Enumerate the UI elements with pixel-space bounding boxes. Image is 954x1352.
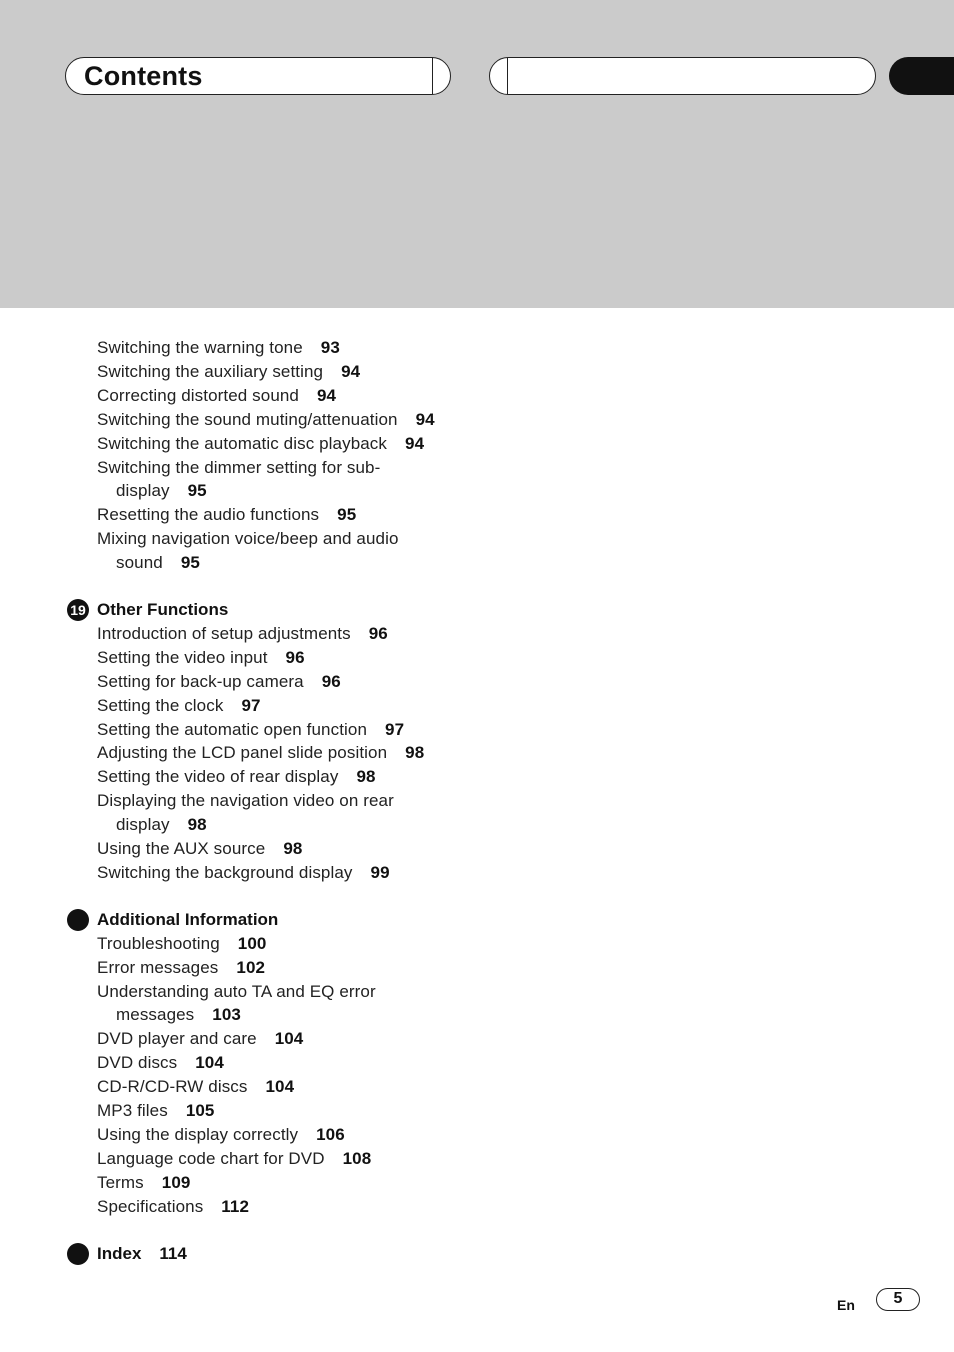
toc-page-number: 94 — [317, 385, 337, 405]
toc-page-number: 109 — [161, 1172, 191, 1192]
page-title: Contents — [84, 61, 203, 91]
header-band — [0, 0, 954, 308]
toc-entry[interactable] — [97, 694, 261, 718]
toc-page-number: 95 — [187, 481, 207, 501]
toc-page-number: 98 — [356, 767, 376, 787]
section-number-badge — [67, 909, 89, 931]
language-label: En — [837, 1297, 855, 1313]
page-number-badge: 5 — [876, 1288, 920, 1311]
toc-entry-continuation[interactable] — [116, 1003, 241, 1027]
toc-entry[interactable] — [97, 1099, 214, 1123]
toc-entry-text: Terms — [97, 1172, 144, 1192]
toc-entry[interactable] — [97, 432, 424, 456]
toc-page-number: 98 — [187, 815, 207, 835]
toc-entry[interactable] — [97, 932, 266, 956]
toc-page-number: 98 — [405, 743, 425, 763]
section-heading[interactable] — [97, 1242, 187, 1266]
toc-page-number: 94 — [415, 409, 435, 429]
section-title: Index — [97, 1243, 142, 1263]
toc-entry-text: Troubleshooting — [97, 933, 220, 953]
toc-entry-text: Using the display correctly — [97, 1124, 299, 1144]
toc-entry[interactable] — [97, 646, 305, 670]
toc-entry-text: Setting the video of rear display — [97, 767, 339, 787]
toc-page-number: 104 — [265, 1077, 295, 1097]
toc-entry[interactable] — [97, 527, 399, 551]
toc-page-number: 93 — [320, 338, 340, 357]
toc-entry-text: MP3 files — [97, 1101, 168, 1120]
toc-entry-text: Language code chart for DVD — [97, 1148, 325, 1168]
toc-entry[interactable] — [97, 837, 302, 861]
toc-entry[interactable] — [97, 1027, 303, 1051]
toc-entry[interactable] — [97, 456, 380, 480]
toc-entry-text: Using the AUX source — [97, 839, 266, 858]
toc-page-number: 95 — [337, 505, 357, 525]
toc-entry[interactable] — [97, 360, 360, 384]
toc-entry-text: sound — [116, 553, 163, 573]
toc-entry[interactable] — [97, 861, 390, 885]
toc-page-number: 96 — [321, 671, 341, 691]
toc-entry[interactable] — [97, 956, 265, 980]
toc-entry[interactable] — [97, 408, 435, 432]
section-frame — [489, 57, 876, 95]
toc-entry-text: Understanding auto TA and EQ error — [97, 981, 376, 1001]
toc-entry-text: Setting the clock — [97, 695, 224, 715]
toc-entry[interactable] — [97, 741, 424, 765]
toc-entry[interactable] — [97, 336, 340, 360]
toc-entry[interactable] — [97, 718, 404, 742]
toc-entry-text: Specifications — [97, 1196, 204, 1216]
toc-entry-text: Resetting the audio functions — [97, 505, 320, 525]
toc-entry[interactable] — [97, 503, 356, 527]
section-title: Additional Information — [97, 909, 279, 929]
toc-page-number: 102 — [236, 957, 266, 977]
toc-page-number: 95 — [180, 553, 200, 573]
toc-entry-text: Switching the auxiliary setting — [97, 361, 324, 381]
toc-entry[interactable] — [97, 980, 376, 1004]
toc-entry-text: display — [116, 481, 170, 501]
toc-entry[interactable] — [97, 384, 336, 408]
toc-entry[interactable] — [97, 1147, 371, 1171]
toc-entry-text: CD-R/CD-RW discs — [97, 1077, 248, 1097]
section-heading[interactable] — [97, 598, 228, 622]
toc-entry-text: Setting the automatic open function — [97, 719, 368, 739]
toc-page-number: 96 — [285, 647, 305, 667]
toc-entry[interactable] — [97, 1195, 249, 1219]
toc-page-number: 103 — [212, 1005, 241, 1025]
toc-entry[interactable] — [97, 622, 388, 646]
toc-entry-continuation[interactable] — [116, 551, 200, 575]
toc-entry-text: Adjusting the LCD panel slide position — [97, 743, 388, 763]
toc-entry[interactable] — [97, 670, 341, 694]
toc-entry-text: Correcting distorted sound — [97, 385, 299, 405]
toc-page-number: 96 — [368, 623, 388, 643]
toc-page-number: 100 — [237, 933, 267, 953]
toc-page-number: 94 — [341, 361, 361, 381]
toc-entry[interactable] — [97, 1171, 190, 1195]
toc-entry-continuation[interactable] — [116, 813, 207, 837]
toc-entry-text: Mixing navigation voice/beep and audio — [97, 529, 399, 549]
toc-page-number: 105 — [185, 1101, 215, 1120]
toc-entry[interactable] — [97, 765, 376, 789]
toc-entry[interactable] — [97, 1051, 224, 1075]
toc-entry-text: Switching the sound muting/attenuation — [97, 409, 398, 429]
section-number-badge — [67, 1243, 89, 1265]
toc-page-number: 98 — [283, 839, 303, 858]
toc-entry-text: display — [116, 815, 170, 835]
toc-entry[interactable] — [97, 789, 394, 813]
toc-entry-text: Switching the warning tone — [97, 338, 303, 357]
toc-entry-text: Switching the automatic disc playback — [97, 433, 388, 453]
toc-page-number: 104 — [274, 1029, 304, 1049]
toc-entry-text: Switching the background display — [97, 862, 353, 882]
section-number-badge: 19 — [67, 599, 89, 621]
toc-page-number: 94 — [405, 433, 425, 453]
toc-page-number: 106 — [316, 1124, 345, 1144]
toc-page-number: 104 — [195, 1053, 224, 1073]
toc-entry[interactable] — [97, 1123, 345, 1147]
toc-entry-text: Displaying the navigation video on rear — [97, 791, 394, 811]
toc-page-number: 97 — [385, 719, 405, 739]
toc-entry-text: Setting for back-up camera — [97, 671, 304, 691]
toc-entry-continuation[interactable] — [116, 479, 207, 503]
toc-entry-text: DVD discs — [97, 1053, 178, 1073]
toc-entry-text: Error messages — [97, 957, 219, 977]
toc-page-number: 97 — [241, 695, 261, 715]
toc-page-number: 108 — [342, 1148, 372, 1168]
toc-entry[interactable] — [97, 1075, 294, 1099]
toc-entry-text: Switching the dimmer setting for sub- — [97, 457, 381, 477]
toc-entry-text: Introduction of setup adjustments — [97, 623, 351, 643]
toc-page-number: 99 — [370, 862, 390, 882]
toc-page-number: 112 — [221, 1196, 250, 1216]
section-tab — [889, 57, 954, 95]
toc-page-number: 114 — [159, 1243, 187, 1263]
section-heading[interactable] — [97, 908, 278, 932]
section-title: Other Functions — [97, 600, 229, 619]
toc-entry-text: messages — [116, 1005, 195, 1025]
toc-entry-text: DVD player and care — [97, 1029, 257, 1049]
toc-entry-text: Setting the video input — [97, 647, 268, 667]
